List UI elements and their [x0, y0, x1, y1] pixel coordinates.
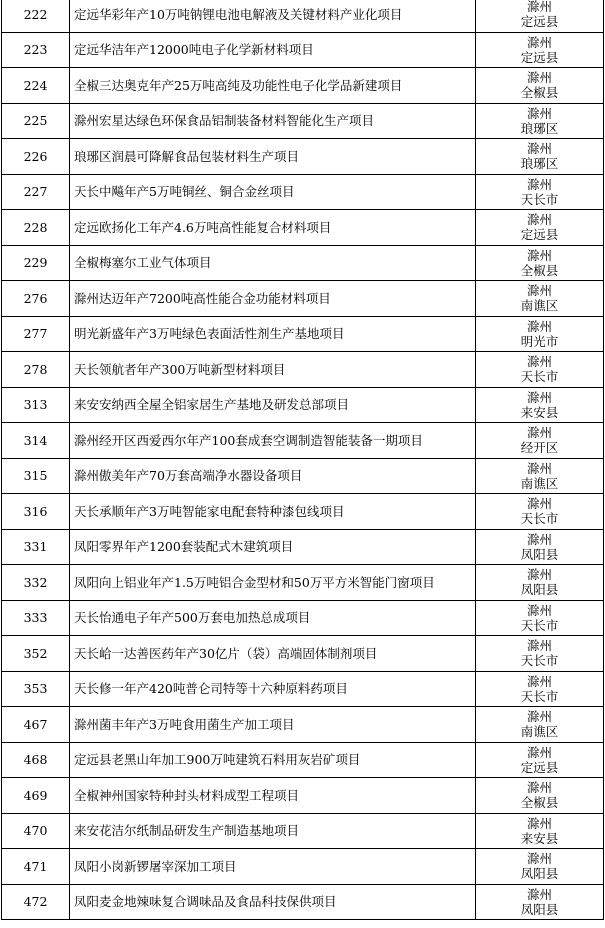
table-row: [2, 742, 604, 778]
row-number: 316: [2, 494, 70, 530]
project-location: [476, 884, 604, 920]
project-name: 全椒三达奥克年产25万吨高纯及功能性电子化学品新建项目: [70, 68, 476, 104]
table-row: [2, 210, 604, 246]
table-row: [2, 884, 604, 920]
location-county: 南谯区: [520, 298, 559, 314]
project-name: 天长领航者年产300万吨新型材料项目: [70, 352, 476, 388]
location-city: 滁州: [526, 780, 552, 796]
project-location: [476, 245, 604, 281]
location-county: 定远县: [520, 49, 559, 65]
location-city: 滁州: [526, 105, 552, 121]
location-city: 滁州: [526, 638, 552, 654]
project-name: 来安安纳西全屋全铝家居生产基地及研发总部项目: [70, 387, 476, 423]
location-city: 滁州: [526, 425, 552, 441]
location-county: 琅琊区: [520, 120, 559, 136]
project-name: 天长怡通电子年产500万套电加热总成项目: [70, 600, 476, 636]
row-number: 333: [2, 600, 70, 636]
project-name: 天长承顺年产3万吨智能家电配套特种漆包线项目: [70, 494, 476, 530]
row-number: 224: [2, 68, 70, 104]
table-row: [2, 778, 604, 814]
location-county: 来安县: [520, 830, 559, 846]
row-number: 228: [2, 210, 70, 246]
location-county: 天长市: [520, 369, 559, 385]
project-location: [476, 458, 604, 494]
location-city: 滁州: [526, 531, 552, 547]
row-number: 467: [2, 707, 70, 743]
row-number: 332: [2, 565, 70, 601]
project-name: 琅琊区润晨可降解食品包装材料生产项目: [70, 139, 476, 175]
row-number: 226: [2, 139, 70, 175]
location-city: 滁州: [526, 567, 552, 583]
project-name: 凤阳小岗新锣屠宰深加工项目: [70, 849, 476, 885]
project-location: [476, 600, 604, 636]
table-row: [2, 139, 604, 175]
location-city: 滁州: [526, 70, 552, 86]
table-row: [2, 68, 604, 104]
location-city: 滁州: [526, 815, 552, 831]
location-city: 滁州: [526, 886, 552, 902]
table-row: [2, 0, 604, 32]
project-table-body: [2, 0, 604, 920]
row-number: 276: [2, 281, 70, 317]
table-row: [2, 636, 604, 672]
location-county: 天长市: [520, 191, 559, 207]
project-name: 定远华彩年产10万吨钠锂电池电解液及关键材料产业化项目: [70, 0, 476, 32]
location-city: 滁州: [526, 318, 552, 334]
location-county: 来安县: [520, 404, 559, 420]
row-number: 468: [2, 742, 70, 778]
location-county: 天长市: [520, 511, 559, 527]
project-location: [476, 139, 604, 175]
project-location: [476, 316, 604, 352]
table-row: [2, 600, 604, 636]
project-location: [476, 494, 604, 530]
project-name: 定远华洁年产12000吨电子化学新材料项目: [70, 32, 476, 68]
project-name: 滁州宏星达绿色环保食品铝制装备材料智能化生产项目: [70, 103, 476, 139]
location-city: 滁州: [526, 744, 552, 760]
table-row: [2, 316, 604, 352]
project-name: 明光新盛年产3万吨绿色表面活性剂生产基地项目: [70, 316, 476, 352]
project-location: [476, 707, 604, 743]
table-row: [2, 813, 604, 849]
project-name: 凤阳麦金地辣味复合调味品及食品科技保供项目: [70, 884, 476, 920]
location-city: 滁州: [526, 34, 552, 50]
table-row: [2, 671, 604, 707]
table-row: [2, 103, 604, 139]
row-number: 225: [2, 103, 70, 139]
location-county: 南谯区: [520, 724, 559, 740]
table-row: [2, 849, 604, 885]
row-number: 313: [2, 387, 70, 423]
location-county: 全椒县: [520, 85, 559, 101]
project-location: [476, 423, 604, 459]
row-number: 472: [2, 884, 70, 920]
row-number: 353: [2, 671, 70, 707]
location-county: 定远县: [520, 14, 559, 30]
location-city: 滁州: [526, 460, 552, 476]
project-location: [476, 281, 604, 317]
location-city: 滁州: [526, 389, 552, 405]
project-location: [476, 742, 604, 778]
project-name: 滁州菌丰年产3万吨食用菌生产加工项目: [70, 707, 476, 743]
location-city: 滁州: [526, 354, 552, 370]
location-city: 滁州: [526, 283, 552, 299]
location-county: 经开区: [520, 440, 559, 456]
table-row: [2, 707, 604, 743]
project-location: [476, 32, 604, 68]
project-location: [476, 352, 604, 388]
location-county: 全椒县: [520, 262, 559, 278]
project-location: [476, 636, 604, 672]
location-county: 天长市: [520, 653, 559, 669]
table-row: [2, 281, 604, 317]
project-name: 定远县老黑山年加工900万吨建筑石料用灰岩矿项目: [70, 742, 476, 778]
project-name: 凤阳零界年产1200套装配式木建筑项目: [70, 529, 476, 565]
row-number: 227: [2, 174, 70, 210]
row-number: 314: [2, 423, 70, 459]
project-name: 全椒梅塞尔工业气体项目: [70, 245, 476, 281]
location-city: 滁州: [526, 212, 552, 228]
row-number: 223: [2, 32, 70, 68]
project-location: [476, 174, 604, 210]
project-location: [476, 849, 604, 885]
location-city: 滁州: [526, 709, 552, 725]
project-location: [476, 565, 604, 601]
project-location: [476, 813, 604, 849]
location-county: 定远县: [520, 759, 559, 775]
location-county: 凤阳县: [520, 901, 559, 917]
location-city: 滁州: [526, 602, 552, 618]
row-number: 471: [2, 849, 70, 885]
location-county: 凤阳县: [520, 866, 559, 882]
row-number: 469: [2, 778, 70, 814]
table-row: [2, 458, 604, 494]
location-city: 滁州: [526, 673, 552, 689]
table-row: [2, 494, 604, 530]
location-county: 天长市: [520, 688, 559, 704]
location-city: 滁州: [526, 176, 552, 192]
row-number: 277: [2, 316, 70, 352]
location-county: 全椒县: [520, 795, 559, 811]
project-location: [476, 529, 604, 565]
table-row: [2, 174, 604, 210]
table-row: [2, 245, 604, 281]
location-city: 滁州: [526, 247, 552, 263]
row-number: 278: [2, 352, 70, 388]
project-name: 天长修一年产420吨普仑司特等十六种原料药项目: [70, 671, 476, 707]
location-county: 明光市: [520, 333, 559, 349]
project-name: 凤阳向上铝业年产1.5万吨铝合金型材和50万平方米智能门窗项目: [70, 565, 476, 601]
location-county: 天长市: [520, 617, 559, 633]
project-name: 滁州达迈年产7200吨高性能合金功能材料项目: [70, 281, 476, 317]
table-row: [2, 352, 604, 388]
row-number: 229: [2, 245, 70, 281]
project-name: 定远欧扬化工年产4.6万吨高性能复合材料项目: [70, 210, 476, 246]
row-number: 315: [2, 458, 70, 494]
location-county: 凤阳县: [520, 546, 559, 562]
row-number: 222: [2, 0, 70, 32]
project-name: 滁州傲美年产70万套高端净水器设备项目: [70, 458, 476, 494]
row-number: 470: [2, 813, 70, 849]
project-name: 来安花洁尔纸制品研发生产制造基地项目: [70, 813, 476, 849]
table-row: [2, 32, 604, 68]
table-row: [2, 565, 604, 601]
location-city: 滁州: [526, 0, 552, 15]
project-location: [476, 671, 604, 707]
location-county: 琅琊区: [520, 156, 559, 172]
location-city: 滁州: [526, 141, 552, 157]
table-row: [2, 529, 604, 565]
row-number: 331: [2, 529, 70, 565]
project-location: [476, 103, 604, 139]
table-row: [2, 423, 604, 459]
project-name: 全椒神州国家特种封头材料成型工程项目: [70, 778, 476, 814]
location-city: 滁州: [526, 496, 552, 512]
location-city: 滁州: [526, 851, 552, 867]
project-table: [1, 0, 604, 920]
location-county: 南谯区: [520, 475, 559, 491]
table-row: [2, 387, 604, 423]
location-county: 定远县: [520, 227, 559, 243]
project-location: [476, 210, 604, 246]
project-location: [476, 387, 604, 423]
project-location: [476, 68, 604, 104]
project-name: 天长峆一达善医药年产30亿片（袋）高端固体制剂项目: [70, 636, 476, 672]
project-name: 天长中飚年产5万吨铜丝、铜合金丝项目: [70, 174, 476, 210]
row-number: 352: [2, 636, 70, 672]
project-location: [476, 0, 604, 32]
project-name: 滁州经开区西爱西尔年产100套成套空调制造智能装备一期项目: [70, 423, 476, 459]
location-county: 凤阳县: [520, 582, 559, 598]
project-location: [476, 778, 604, 814]
